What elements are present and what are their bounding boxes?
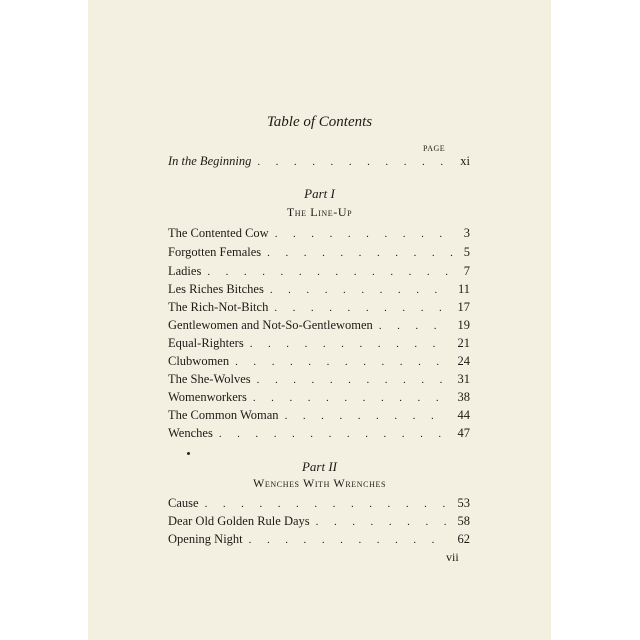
entry-title: Dear Old Golden Rule Days [168,514,310,528]
toc-title: Table of Contents [266,114,373,130]
entry-title: Cause [168,496,199,510]
entry-page: 17 [457,300,470,314]
toc-entry [168,318,470,336]
toc-entry [168,408,470,426]
entry-page: 24 [457,354,470,368]
toc-entry [168,264,470,282]
entry-page: 62 [457,532,470,546]
page-column-header: PAGE [423,144,446,153]
dot-leader [274,302,449,314]
dot-leader [275,228,456,240]
entry-page: 11 [457,282,470,296]
entry-title: Ladies [168,264,202,278]
entry-page: xi [460,154,470,168]
toc-entry [168,390,470,408]
entry-title: Womenworkers [168,390,247,404]
entry-title: The Contented Cow [168,226,269,240]
part-number: Part II [301,459,338,474]
entry-title: Clubwomen [168,354,230,368]
entry-page: 3 [463,226,470,240]
entry-page: 5 [463,245,470,259]
part-name: Wenches With Wrenches [252,476,387,490]
entry-page: 21 [457,336,470,350]
entry-title: Forgotten Females [168,245,262,259]
dot-leader [285,410,450,422]
toc-entry [168,226,470,244]
toc-entry [168,426,470,444]
dot-leader [379,320,450,332]
dot-leader [257,156,452,168]
entry-title: The Common Woman [168,408,279,422]
toc-entry [168,300,470,318]
entry-page: 31 [457,372,470,386]
dot-leader [235,356,449,368]
dot-leader [207,266,455,278]
ink-speck [187,452,190,455]
entry-page: 58 [457,514,470,528]
dot-leader [267,247,456,259]
entry-title: The She-Wolves [168,372,251,386]
part-name: The Line-Up [286,205,353,219]
entry-title: Les Riches Bitches [168,282,264,296]
dot-leader [205,498,450,510]
entry-title: Opening Night [168,532,243,546]
entry-page: 19 [457,318,470,332]
entry-page: 7 [463,264,470,278]
book-page [88,0,551,640]
entry-title: In the Beginning [168,154,252,168]
toc-entry [168,532,470,550]
toc-entry [168,245,470,263]
entry-title: The Rich-Not-Bitch [168,300,269,314]
toc-entry [168,372,470,390]
entry-title: Gentlewomen and Not-So-Gentlewomen [168,318,373,332]
dot-leader [249,534,450,546]
entry-page: 38 [457,390,470,404]
dot-leader [253,392,450,404]
entry-page: 47 [457,426,470,440]
dot-leader [257,374,450,386]
dot-leader [250,338,450,350]
toc-entry [168,514,470,532]
toc-entry [168,282,470,300]
toc-entry [168,336,470,354]
dot-leader [316,516,450,528]
toc-entry-intro [168,154,470,172]
page-folio: vii [446,550,459,564]
entry-page: 44 [457,408,470,422]
toc-entry [168,496,470,514]
entry-title: Equal-Righters [168,336,244,350]
dot-leader [270,284,450,296]
part-number: Part I [304,186,335,201]
dot-leader [219,428,450,440]
toc-entry [168,354,470,372]
entry-title: Wenches [168,426,213,440]
entry-page: 53 [457,496,470,510]
